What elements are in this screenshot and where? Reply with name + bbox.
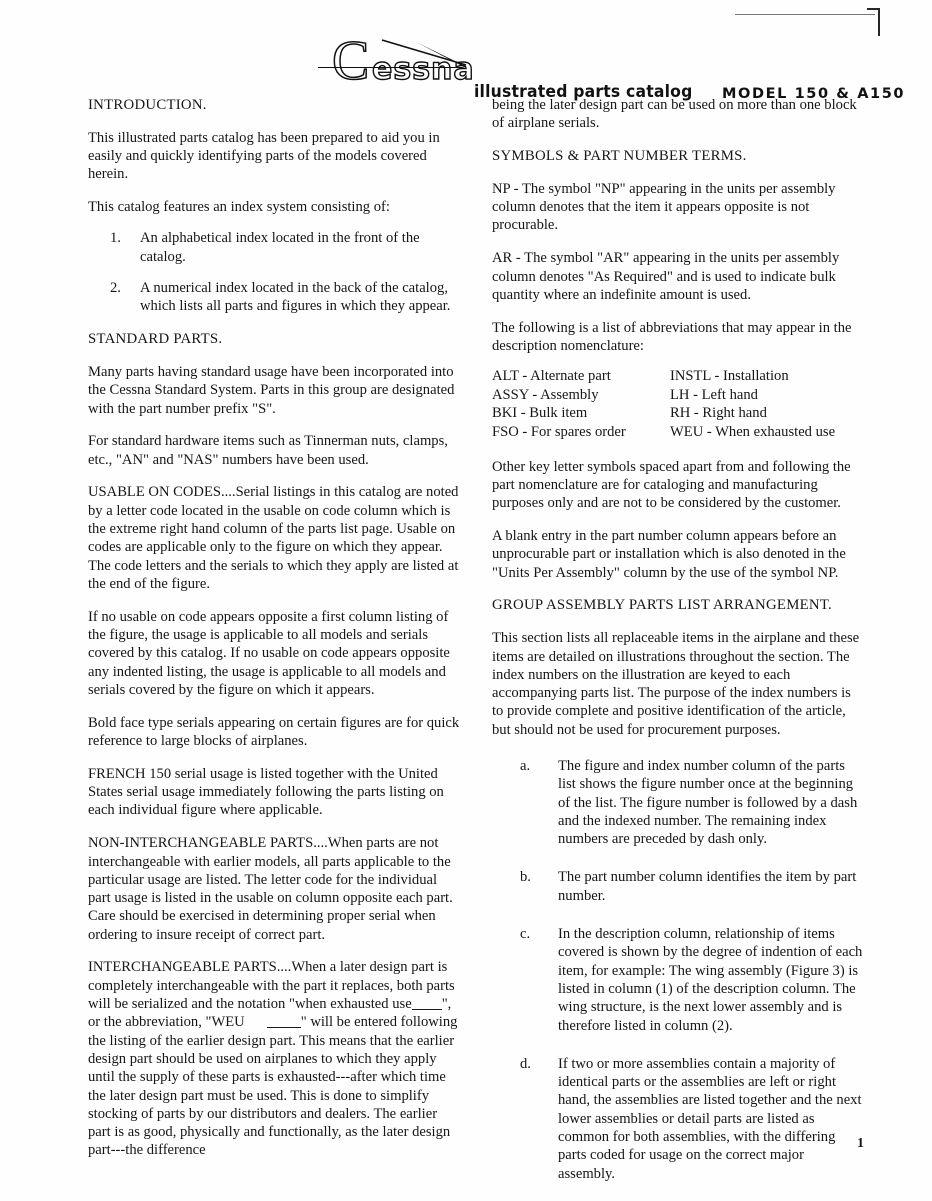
list-marker: 1. bbox=[110, 230, 121, 247]
right-column bbox=[492, 96, 864, 1183]
standard-parts-heading: STANDARD PARTS. bbox=[88, 331, 223, 348]
standard-parts-paragraph-2: For standard hardware items such as Tinnerman nuts, clamps, etc., "AN" and "NAS" numbers have been used. bbox=[88, 433, 448, 468]
ar-symbol-paragraph: AR - The symbol "AR" appearing in the units per assembly column denotes "As Required" and is used to indicate bulk quantity where an indefinite amount is used. bbox=[492, 250, 840, 303]
abbreviation-cell: RH - Right hand bbox=[670, 405, 767, 422]
list-item bbox=[492, 868, 864, 905]
introduction-heading: INTRODUCTION. bbox=[88, 97, 207, 113]
page-number: 1 bbox=[857, 1136, 864, 1151]
usable-on-codes-paragraph-1: USABLE ON CODES....Serial listings in this catalog are noted by a letter code located in the usable on code column which is the extreme right hand column of the parts list page. Usable on codes are applicable only to the figure on which they appear. The code letters and the serials to which they apply are listed at the end of the figure. bbox=[88, 484, 459, 592]
list-marker: a. bbox=[520, 758, 531, 774]
usable-on-codes-paragraph-2: If no usable on code appears opposite a first column listing of the figure, the usage is applicable to all models and serials covered by this catalog. If no usable on code appears opposite any indented listing, the usage is applicable to all models and serials covered by the figure on which it appears. bbox=[88, 608, 450, 698]
blank-entry-paragraph: A blank entry in the part number column appears before an unprocurable part or installation which is also denoted in the "Units Per Assembly" column by the use of the symbol NP. bbox=[492, 528, 846, 581]
list-item-text: An alphabetical index located in the front of the catalog. bbox=[140, 230, 420, 265]
continuation-paragraph: being the later design part can be used on more than one block of airplane serials. bbox=[492, 97, 857, 132]
introduction-paragraph-1: This illustrated parts catalog has been prepared to aid you in easily and quickly identifying parts of the models covered herein. bbox=[88, 129, 440, 183]
list-item bbox=[88, 279, 460, 316]
french-serial-paragraph: FRENCH 150 serial usage is listed together with the United States serial usage immediately following the parts listing on each individual figure where applicable. bbox=[88, 765, 444, 819]
table-row bbox=[492, 424, 860, 443]
group-assembly-paragraph: This section lists all replaceable items in the airplane and these items are detailed on illustrations throughout the section. The index numbers on the illustration are keyed to each accompanying parts list. The purpose of the index numbers is to provide complete and positive identification of the article, but should not be used for procurement purposes. bbox=[492, 630, 860, 738]
list-item bbox=[492, 1055, 864, 1183]
list-item-text: If two or more assemblies contain a majority of identical parts or the assemblies are left or right hand, the assemblies are listed together and the next lower assemblies or detail parts are listed as common for both assemblies, with the differing parts coded for usage on the correct major assembly. bbox=[558, 1055, 862, 1182]
masthead bbox=[0, 26, 932, 102]
list-item bbox=[88, 229, 460, 266]
list-item-text: The part number column identifies the item by part number. bbox=[558, 869, 857, 904]
other-key-letters-paragraph: Other key letter symbols spaced apart from and following the part nomenclature are for cataloging and manufacturing purposes only and are not to be considered by the customer. bbox=[492, 458, 851, 512]
abbreviation-cell: ASSY - Assembly bbox=[492, 386, 599, 403]
table-row bbox=[492, 387, 860, 406]
index-system-list bbox=[88, 229, 460, 315]
list-item bbox=[492, 757, 864, 848]
list-marker: b. bbox=[520, 869, 531, 886]
list-item bbox=[492, 925, 864, 1035]
abbreviations-intro-paragraph: The following is a list of abbreviations that may appear in the description nomenclature: bbox=[492, 319, 852, 354]
introduction-paragraph-2: This catalog features an index system consisting of: bbox=[88, 199, 390, 216]
blank-fill-underline bbox=[412, 1009, 442, 1010]
group-assembly-lettered-list bbox=[492, 757, 864, 1183]
model-label: MODEL 150 & A150 bbox=[722, 86, 906, 102]
list-item-text: In the description column, relationship of items covered is shown by the degree of indention of each item, for example: The wing assembly (Figure 3) is listed in column (1) of the description column. The wing structure, is the next lower assembly and is therefore listed in column (2). bbox=[558, 926, 863, 1034]
table-row bbox=[492, 368, 860, 387]
abbreviation-cell: BKI - Bulk item bbox=[492, 405, 588, 422]
interchangeable-parts-paragraph bbox=[88, 958, 460, 1159]
abbreviations-table bbox=[492, 368, 860, 442]
left-column bbox=[88, 96, 460, 1174]
group-assembly-heading: GROUP ASSEMBLY PARTS LIST ARRANGEMENT. bbox=[492, 597, 832, 614]
np-symbol-paragraph: NP - The symbol "NP" appearing in the units per assembly column denotes that the item it appears opposite is not procurable. bbox=[492, 180, 836, 234]
body-columns bbox=[0, 96, 932, 1182]
interchangeable-text-part-3: " will be entered following the listing of the earlier design part. This means that the earlier design part should be used on airplanes to which they apply until the supply of these parts is exhausted---after which time the later design part must be used. This is done to simplify stocking of parts by our distributors and dealers. The earlier part is as good, physically and functionally, as the later design part---the difference bbox=[88, 1014, 458, 1159]
catalog-tagline: illustrated parts catalog bbox=[474, 82, 693, 102]
svg-text:C: C bbox=[332, 30, 370, 88]
non-interchangeable-parts-paragraph: NON-INTERCHANGEABLE PARTS....When parts are not interchangeable with earlier models, all parts applicable to the particular usage are listed. The letter code for the individual part usage is listed in the usable on column opposite each part. Care should be exercised in determining proper serial when ordering to insure receipt of correct part. bbox=[88, 835, 453, 943]
list-marker: d. bbox=[520, 1055, 531, 1072]
list-marker: 2. bbox=[110, 280, 121, 297]
interchangeable-text-part-2: ", or the abbreviation, "WEU bbox=[88, 996, 452, 1031]
list-marker: c. bbox=[520, 926, 531, 943]
abbreviation-cell: FSO - For spares order bbox=[492, 424, 626, 441]
scan-artifact-line bbox=[735, 14, 875, 15]
abbreviation-cell: INSTL - Installation bbox=[670, 368, 789, 385]
abbreviation-cell: WEU - When exhausted use bbox=[670, 424, 836, 441]
list-item-text: A numerical index located in the back of the catalog, which lists all parts and figures in which they appear. bbox=[140, 280, 451, 315]
abbreviation-cell: ALT - Alternate part bbox=[492, 368, 611, 385]
table-row bbox=[492, 405, 860, 424]
svg-text:essna: essna bbox=[372, 52, 475, 87]
bold-face-serials-paragraph: Bold face type serials appearing on certain figures are for quick reference to large blocks of airplanes. bbox=[88, 714, 460, 750]
cessna-logo bbox=[316, 26, 516, 88]
standard-parts-paragraph-1: Many parts having standard usage have been incorporated into the Cessna Standard System. Parts in this group are designated with the part number prefix "S". bbox=[88, 363, 455, 417]
interchangeable-text-part-1: INTERCHANGEABLE PARTS....When a later design part is completely interchangeable with the part it replaces, both parts will be serialized and the notation "when exhausted use bbox=[88, 959, 455, 1013]
blank-fill-underline bbox=[267, 1027, 301, 1028]
symbols-heading: SYMBOLS & PART NUMBER TERMS. bbox=[492, 148, 747, 165]
abbreviation-cell: LH - Left hand bbox=[670, 386, 758, 403]
list-item-text: The figure and index number column of the parts list shows the figure number once at the beginning of the list. The figure number is followed by a dash and the indexed number. The remaining index numbers are preceded by dash only. bbox=[558, 758, 858, 848]
